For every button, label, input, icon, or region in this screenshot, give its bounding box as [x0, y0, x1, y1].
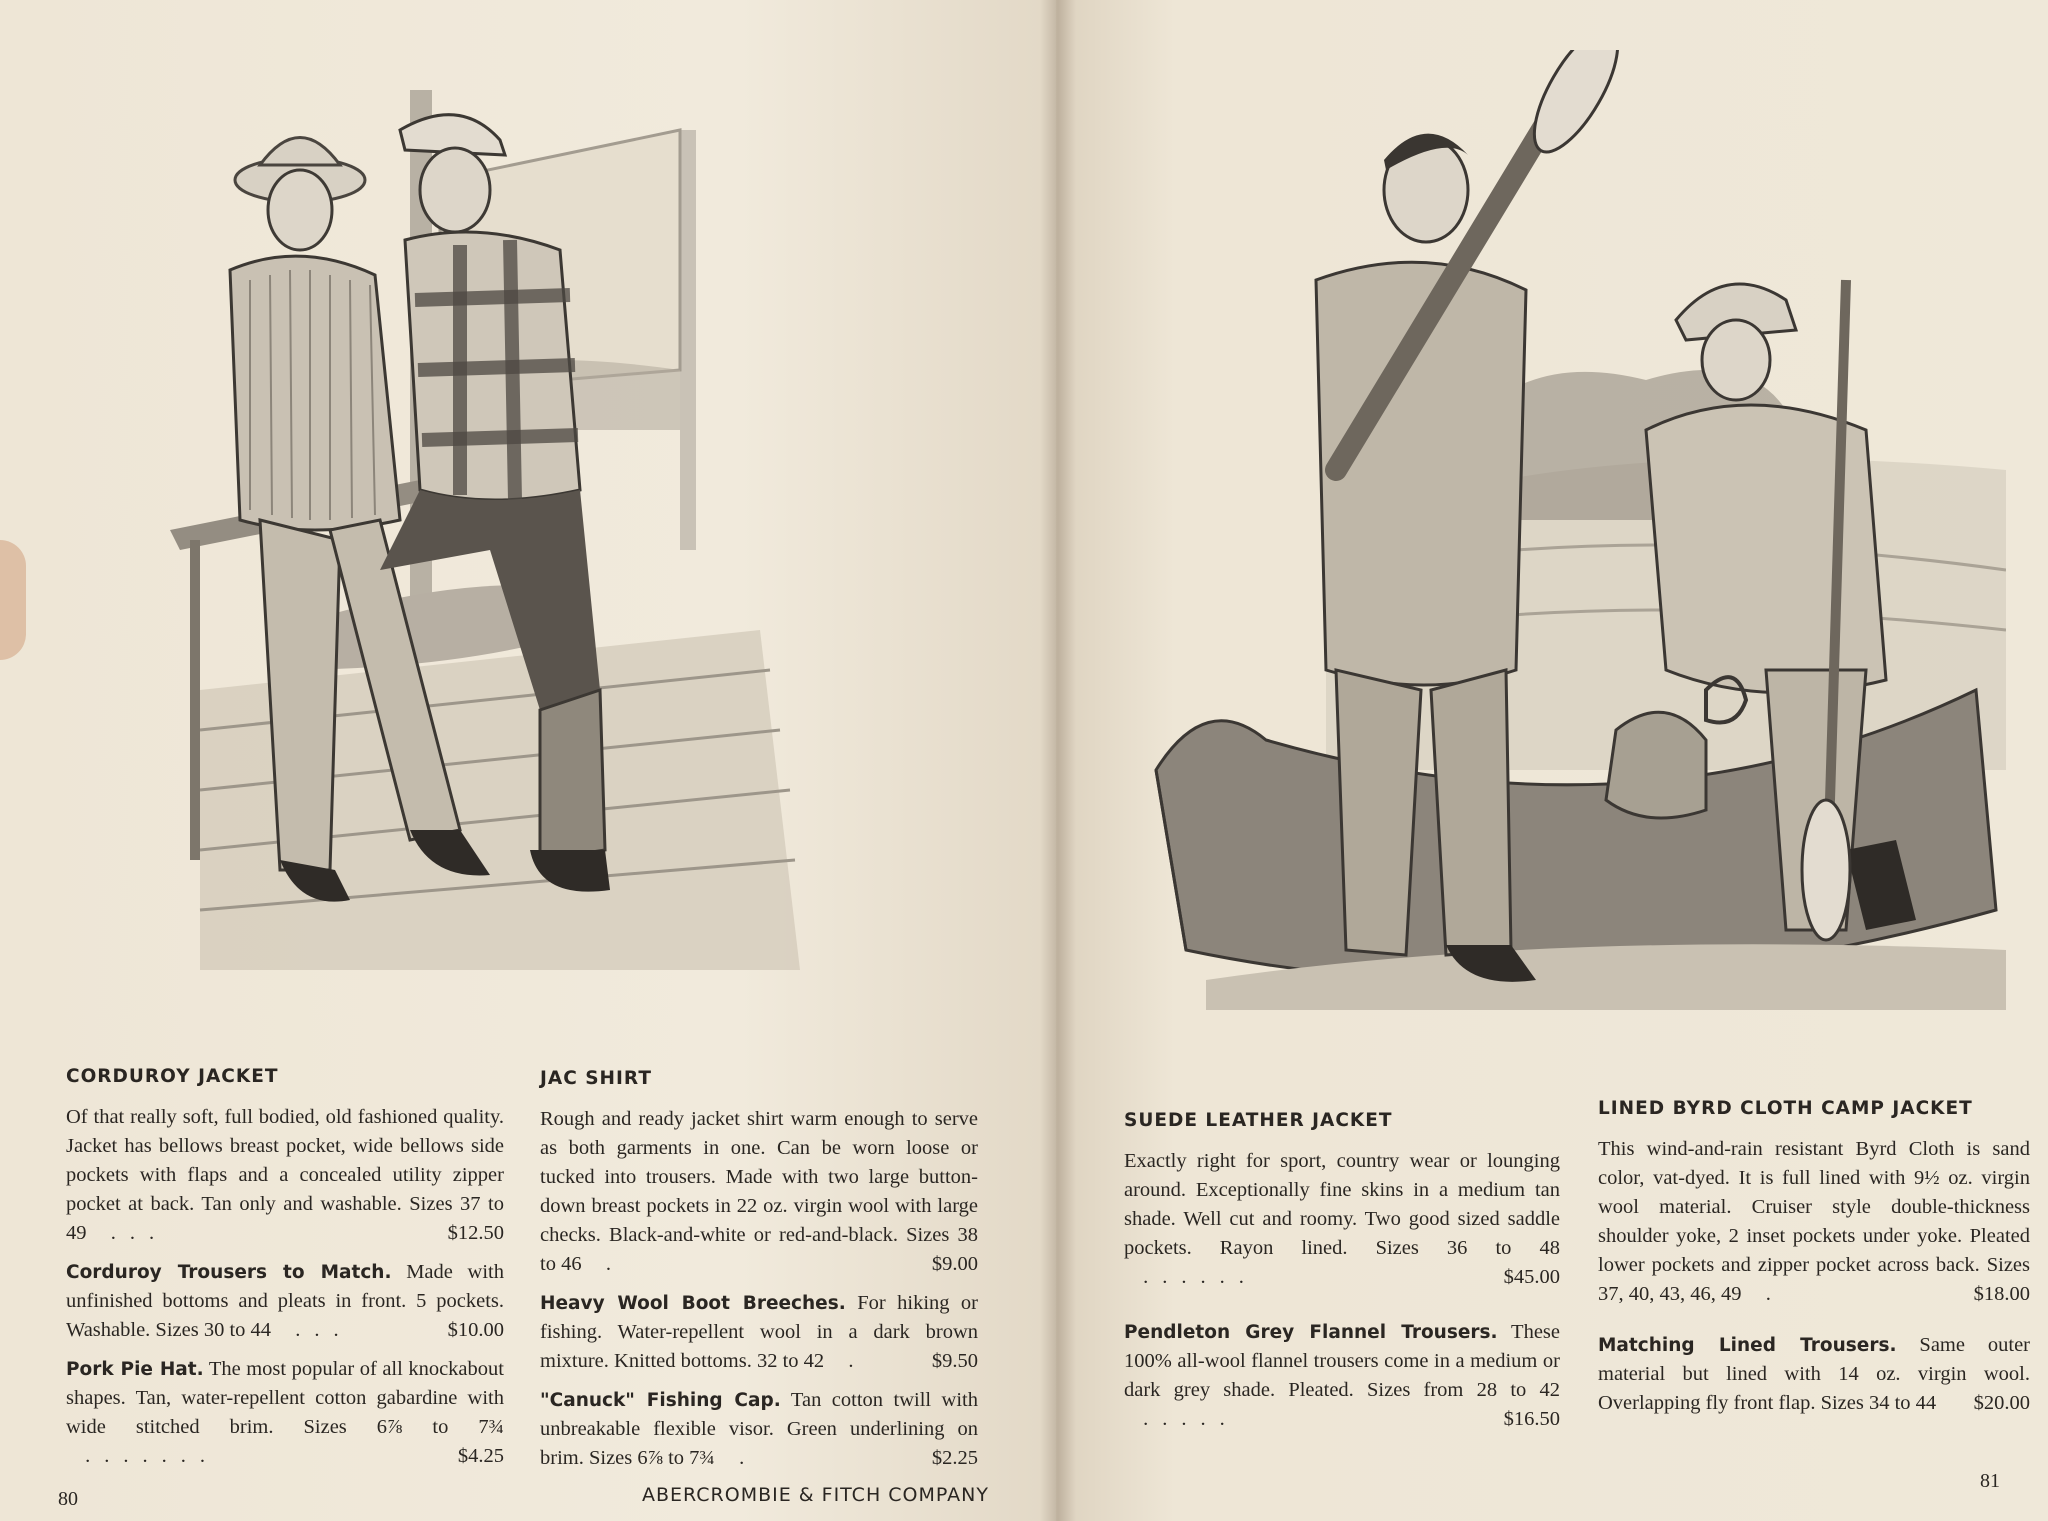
right-page — [1056, 0, 2048, 1521]
corduroy-jacket-column — [66, 1062, 504, 1481]
matching-trousers-text: Same outer material but lined with 14 oz. virgin wool. Overlapping fly front flap. Sizes 34 to 44 — [1598, 1334, 2031, 1414]
jac-shirt-body: Rough and ready jacket shirt warm enough to serve as both garments in one. Can be worn loose or tucked into trousers. Made with two large button-down breast pockets in 22 oz. virgin wool with large checks. Black-and-white or red-and-black. Sizes 38 to 46 — [540, 1108, 978, 1275]
matching-trousers-name: Matching Lined Trousers. — [1598, 1335, 1897, 1356]
boot-breeches-item: Heavy Wool Boot Breeches. For hiking or fishing. Water-repellent wool in a dark brown mixture. Knitted bottoms. 32 to 42 . $9.50 — [540, 1289, 978, 1376]
boot-breeches-text: For hiking or fishing. Water-repellent wool in a dark brown mixture. Knitted bottoms. 32 to 42 — [540, 1292, 979, 1372]
jac-shirt-column — [540, 1064, 978, 1483]
corduroy-jacket-price: $12.50 — [447, 1222, 504, 1244]
matching-trousers-price: $20.00 — [1973, 1392, 2030, 1414]
suede-jacket-description: Exactly right for sport, country wear or lounging around. Exceptionally fine skins in a medium tan shade. Well cut and roomy. Two good sized saddle pockets. Rayon lined. Sizes 36 to 48 ...... $45.00 — [1124, 1147, 1560, 1292]
fishing-cap-text: Tan cotton twill with unbreakable flexible visor. Green underlining on brim. Sizes 6⅞ to 7¾ — [540, 1389, 978, 1469]
suede-jacket-heading: SUEDE LEATHER JACKET — [1124, 1110, 1393, 1131]
pendleton-trousers-item: Pendleton Grey Flannel Trousers. These 100% all-wool flannel trousers come in a medium or dark grey shade. Pleated. Sizes from 28 to 42 ..... $16.50 — [1124, 1318, 1560, 1434]
corduroy-trousers-text: Made with unfinished bottoms and pleats in front. 5 pockets. Washable. Sizes 30 to 44 — [66, 1261, 505, 1341]
two-men-dock-illustration-icon — [160, 70, 800, 1010]
corduroy-jacket-heading: CORDUROY JACKET — [66, 1066, 279, 1087]
suede-jacket-price: $45.00 — [1503, 1266, 1560, 1288]
book-gutter — [1040, 0, 1076, 1521]
pork-pie-hat-name: Pork Pie Hat. — [66, 1359, 204, 1380]
byrd-jacket-body: This wind-and-rain resistant Byrd Cloth is sand color, vat-dyed. It is full lined with 9½ oz. virgin wool material. Cruiser style double-thickness shoulder yoke, 2 inset pockets under yoke. Pleated lower pockets and zipper pocket across back. Sizes 37, 40, 43, 46, 49 — [1598, 1138, 2030, 1305]
corduroy-jacket-body: Of that really soft, full bodied, old fashioned quality. Jacket has bellows breast pocket, wide bellows side pockets with flaps and a concealed utility zipper pocket at back. Tan only and washable. Sizes 37 to 49 — [66, 1106, 504, 1244]
fishing-cap-price: $2.25 — [931, 1447, 978, 1469]
corduroy-trousers-name: Corduroy Trousers to Match. — [66, 1262, 392, 1283]
jac-shirt-heading: JAC SHIRT — [540, 1068, 652, 1089]
corduroy-trousers-price: $10.00 — [447, 1319, 504, 1341]
page-number-right: 81 — [1980, 1470, 2000, 1492]
pork-pie-hat-text: The most popular of all knockabout shapes. Tan, water-repellent cotton gabardine with wide stitched brim. Sizes 6⅞ to 7¾ — [66, 1358, 504, 1438]
fishing-cap-name: "Canuck" Fishing Cap. — [540, 1390, 781, 1411]
fishing-cap-item: "Canuck" Fishing Cap. Tan cotton twill with unbreakable flexible visor. Green underlining on brim. Sizes 6⅞ to 7¾ . $2.25 — [540, 1386, 978, 1473]
pendleton-trousers-price: $16.50 — [1503, 1408, 1560, 1430]
corduroy-jacket-description: Of that really soft, full bodied, old fashioned quality. Jacket has bellows breast pocket, wide bellows side pockets with flaps and a concealed utility zipper pocket at back. Tan only and washable. Sizes 37 to 49 ... $12.50 — [66, 1103, 504, 1248]
pendleton-trousers-name: Pendleton Grey Flannel Trousers. — [1124, 1322, 1498, 1343]
byrd-jacket-heading: LINED BYRD CLOTH CAMP JACKET — [1598, 1098, 1973, 1119]
byrd-jacket-column — [1598, 1094, 2030, 1428]
jac-shirt-description: Rough and ready jacket shirt warm enough to serve as both garments in one. Can be worn loose or tucked into trousers. Made with two large button-down breast pockets in 22 oz. virgin wool with large checks. Black-and-white or red-and-black. Sizes 38 to 46 . $9.00 — [540, 1105, 978, 1279]
boot-breeches-price: $9.50 — [931, 1350, 978, 1372]
pendleton-trousers-text: These 100% all-wool flannel trousers come in a medium or dark grey shade. Pleated. Sizes from 28 to 42 — [1124, 1321, 1560, 1401]
corduroy-trousers-item: Corduroy Trousers to Match. Made with unfinished bottoms and pleats in front. 5 pockets. Washable. Sizes 30 to 44 ... $10.00 — [66, 1258, 504, 1345]
suede-jacket-body: Exactly right for sport, country wear or lounging around. Exceptionally fine skins in a medium tan shade. Well cut and roomy. Two good sized saddle pockets. Rayon lined. Sizes 36 to 48 — [1124, 1150, 1560, 1259]
pork-pie-hat-item: Pork Pie Hat. The most popular of all knockabout shapes. Tan, water-repellent cotton gabardine with wide stitched brim. Sizes 6⅞ to 7¾ ....... $4.25 — [66, 1355, 504, 1471]
boot-breeches-name: Heavy Wool Boot Breeches. — [540, 1293, 846, 1314]
two-men-canoe-illustration-icon — [1146, 50, 2006, 1010]
suede-jacket-column — [1124, 1106, 1560, 1444]
byrd-jacket-price: $18.00 — [1973, 1283, 2030, 1305]
pork-pie-hat-price: $4.25 — [457, 1445, 504, 1467]
page-number-left: 80 — [58, 1488, 78, 1510]
company-footer: ABERCROMBIE & FITCH COMPANY — [642, 1484, 989, 1506]
page-edge-tab — [0, 540, 26, 660]
matching-trousers-item — [1598, 1331, 2030, 1418]
jac-shirt-price: $9.00 — [931, 1253, 978, 1275]
byrd-jacket-description: This wind-and-rain resistant Byrd Cloth is sand color, vat-dyed. It is full lined with 9½ oz. virgin wool material. Cruiser style double-thickness shoulder yoke, 2 inset pockets under yoke. Pleated lower pockets and zipper pocket across back. Sizes 37, 40, 43, 46, 49 . $18.00 — [1598, 1135, 2030, 1309]
